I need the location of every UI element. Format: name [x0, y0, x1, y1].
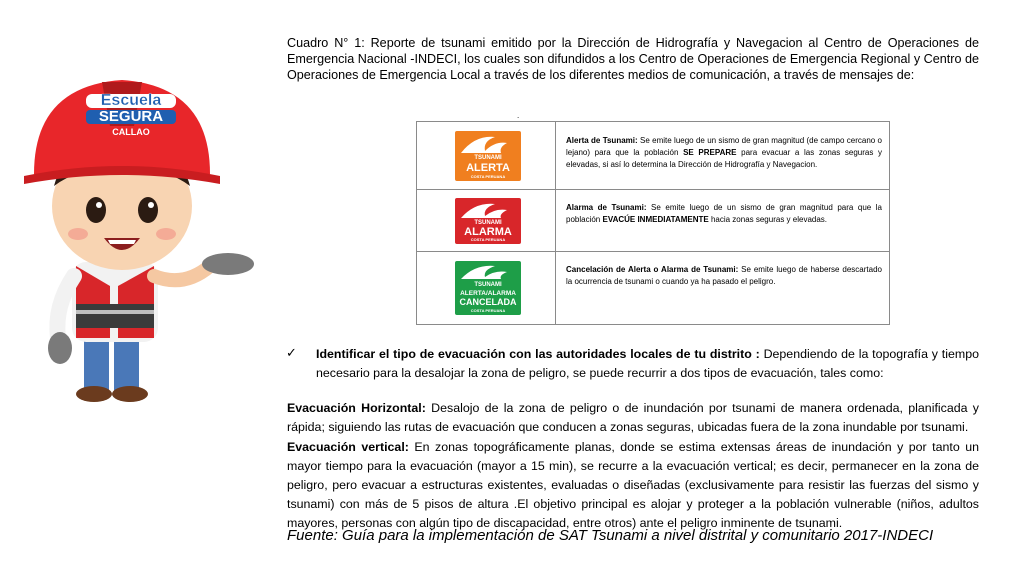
wave-icon [461, 266, 507, 279]
bullet-paragraph [316, 345, 979, 383]
vertical-text: En zonas topográficamente planas, donde se estima extensas áreas de inundación y por tanto un mayor tiempo para la evacuación (mayor a 15 min), se recurre a la evacuación vertical; es decir, permanecer en la zona de peligro, pero evacuar a estructuras existentes, evaluadas o diseñadas (exclusivamente para resistir las fuerzas del sismo y tsunami) con más de 5 pisos de altura .El objetivo principal es alojar y proteger a la población vulnerable (niños, adultos mayores, personas con algún tipo de discapacidad, entre otros) ante el peligro inminente de tsunami. [287, 440, 979, 530]
alarma-emph: EVACÚE INMEDIATAMENTE [602, 215, 709, 224]
badge-main-text: ALERTA [466, 162, 510, 174]
alerta-badge [455, 131, 521, 181]
table-row-alarma [417, 190, 889, 252]
bullet-bold: Identificar el tipo de evacuación con las autoridades locales de tu distrito : [316, 347, 760, 361]
badge-main2-text: CANCELADA [459, 297, 517, 307]
badge-bottom-text: COSTA PERUANA [470, 237, 506, 242]
table-row-cancelada [417, 252, 889, 324]
cancelada-badge [455, 261, 521, 315]
logo-cell [417, 190, 556, 251]
vertical-evacuation-paragraph [287, 438, 979, 533]
source-citation: Fuente: Guía para la implementación de SAT Tsunami a nivel distrital y comunitario 2017-INDECI [287, 527, 934, 544]
table-row-alerta [417, 122, 889, 190]
checkmark-icon: ✓ [286, 345, 297, 360]
badge-bottom-text: COSTA PERUANA [470, 174, 506, 179]
logo-cell [417, 122, 556, 189]
decorative-dot: . [517, 111, 520, 120]
alarma-text-1: Se emite luego de un sismo de gran magnitud para que la población [566, 203, 883, 224]
alerta-title: Alerta de Tsunami: [566, 136, 638, 145]
badge-top-text: TSUNAMI [474, 282, 502, 288]
bullet-text: Dependiendo de la topografía y tiempo necesario para la desalojar la zona de peligro, se puede recurrir a dos tipos de evacuación, tales como: [316, 347, 979, 380]
alerta-text-1: Se emite luego de un sismo de gran magnitud (de campo cercano o lejano) para que la población [566, 136, 883, 157]
cancelada-description [566, 264, 882, 288]
badge-main-text: ALERTA/ALARMA [460, 290, 516, 297]
alarma-badge [455, 198, 521, 244]
table-caption: Cuadro N° 1: Reporte de tsunami emitido por la Dirección de Hidrografía y Navegacion al Centro de Operaciones de Emergencia Nacional -INDECI, los cuales son difundidos a los Centro de Operaciones de Emergencia Regional y Centro de Operaciones de Emergencia Local a través de los diferentes medios de comunicación, a través de mensajes de: [287, 36, 979, 82]
alerta-description [566, 135, 882, 171]
cancelada-title: Cancelación de Alerta o Alarma de Tsunami: [566, 265, 739, 274]
cancelada-text-1: Se emite luego de haberse descartado la ocurrencia de tsunami o cuando ya ha pasado el peligro. [566, 265, 882, 286]
horizontal-title: Evacuación Horizontal: [287, 401, 426, 415]
badge-top-text: TSUNAMI [474, 220, 502, 226]
horizontal-evacuation-paragraph [287, 399, 979, 437]
alarma-text-2: hacia zonas seguras y elevadas. [708, 215, 828, 224]
vertical-title: Evacuación vertical: [287, 440, 409, 454]
helmet-logo-line2: SEGURA [86, 110, 176, 124]
logo-cell [417, 252, 556, 324]
helmet-logo-line1: Escuela [86, 94, 176, 108]
helmet-logo-line3: CALLAO [112, 127, 150, 137]
horizontal-text: Desalojo de la zona de peligro o de inundación por tsunami de manera ordenada, planificada y rápida; siguiendo las rutas de evacuación que conducen a zonas seguras, ubicadas fuera de la zona inundable por tsunami. [287, 401, 980, 434]
alerta-text-2: para evacuar a las zonas seguras y elevadas, si así lo determina la Dirección de Hidrografía y Navegacion. [566, 148, 882, 169]
wave-icon [461, 204, 507, 218]
alarma-description [566, 202, 882, 226]
alerta-emph: SE PREPARE [683, 148, 737, 157]
alarma-title: Alarma de Tsunami: [566, 203, 647, 212]
mascot-illustration [14, 66, 264, 406]
wave-icon [461, 137, 507, 153]
badge-top-text: TSUNAMI [474, 155, 502, 161]
tsunami-alert-table [416, 121, 890, 325]
badge-bottom-text: COSTA PERUANA [470, 308, 506, 313]
badge-main-text: ALARMA [464, 226, 512, 238]
helmet-logo-text [86, 94, 176, 139]
